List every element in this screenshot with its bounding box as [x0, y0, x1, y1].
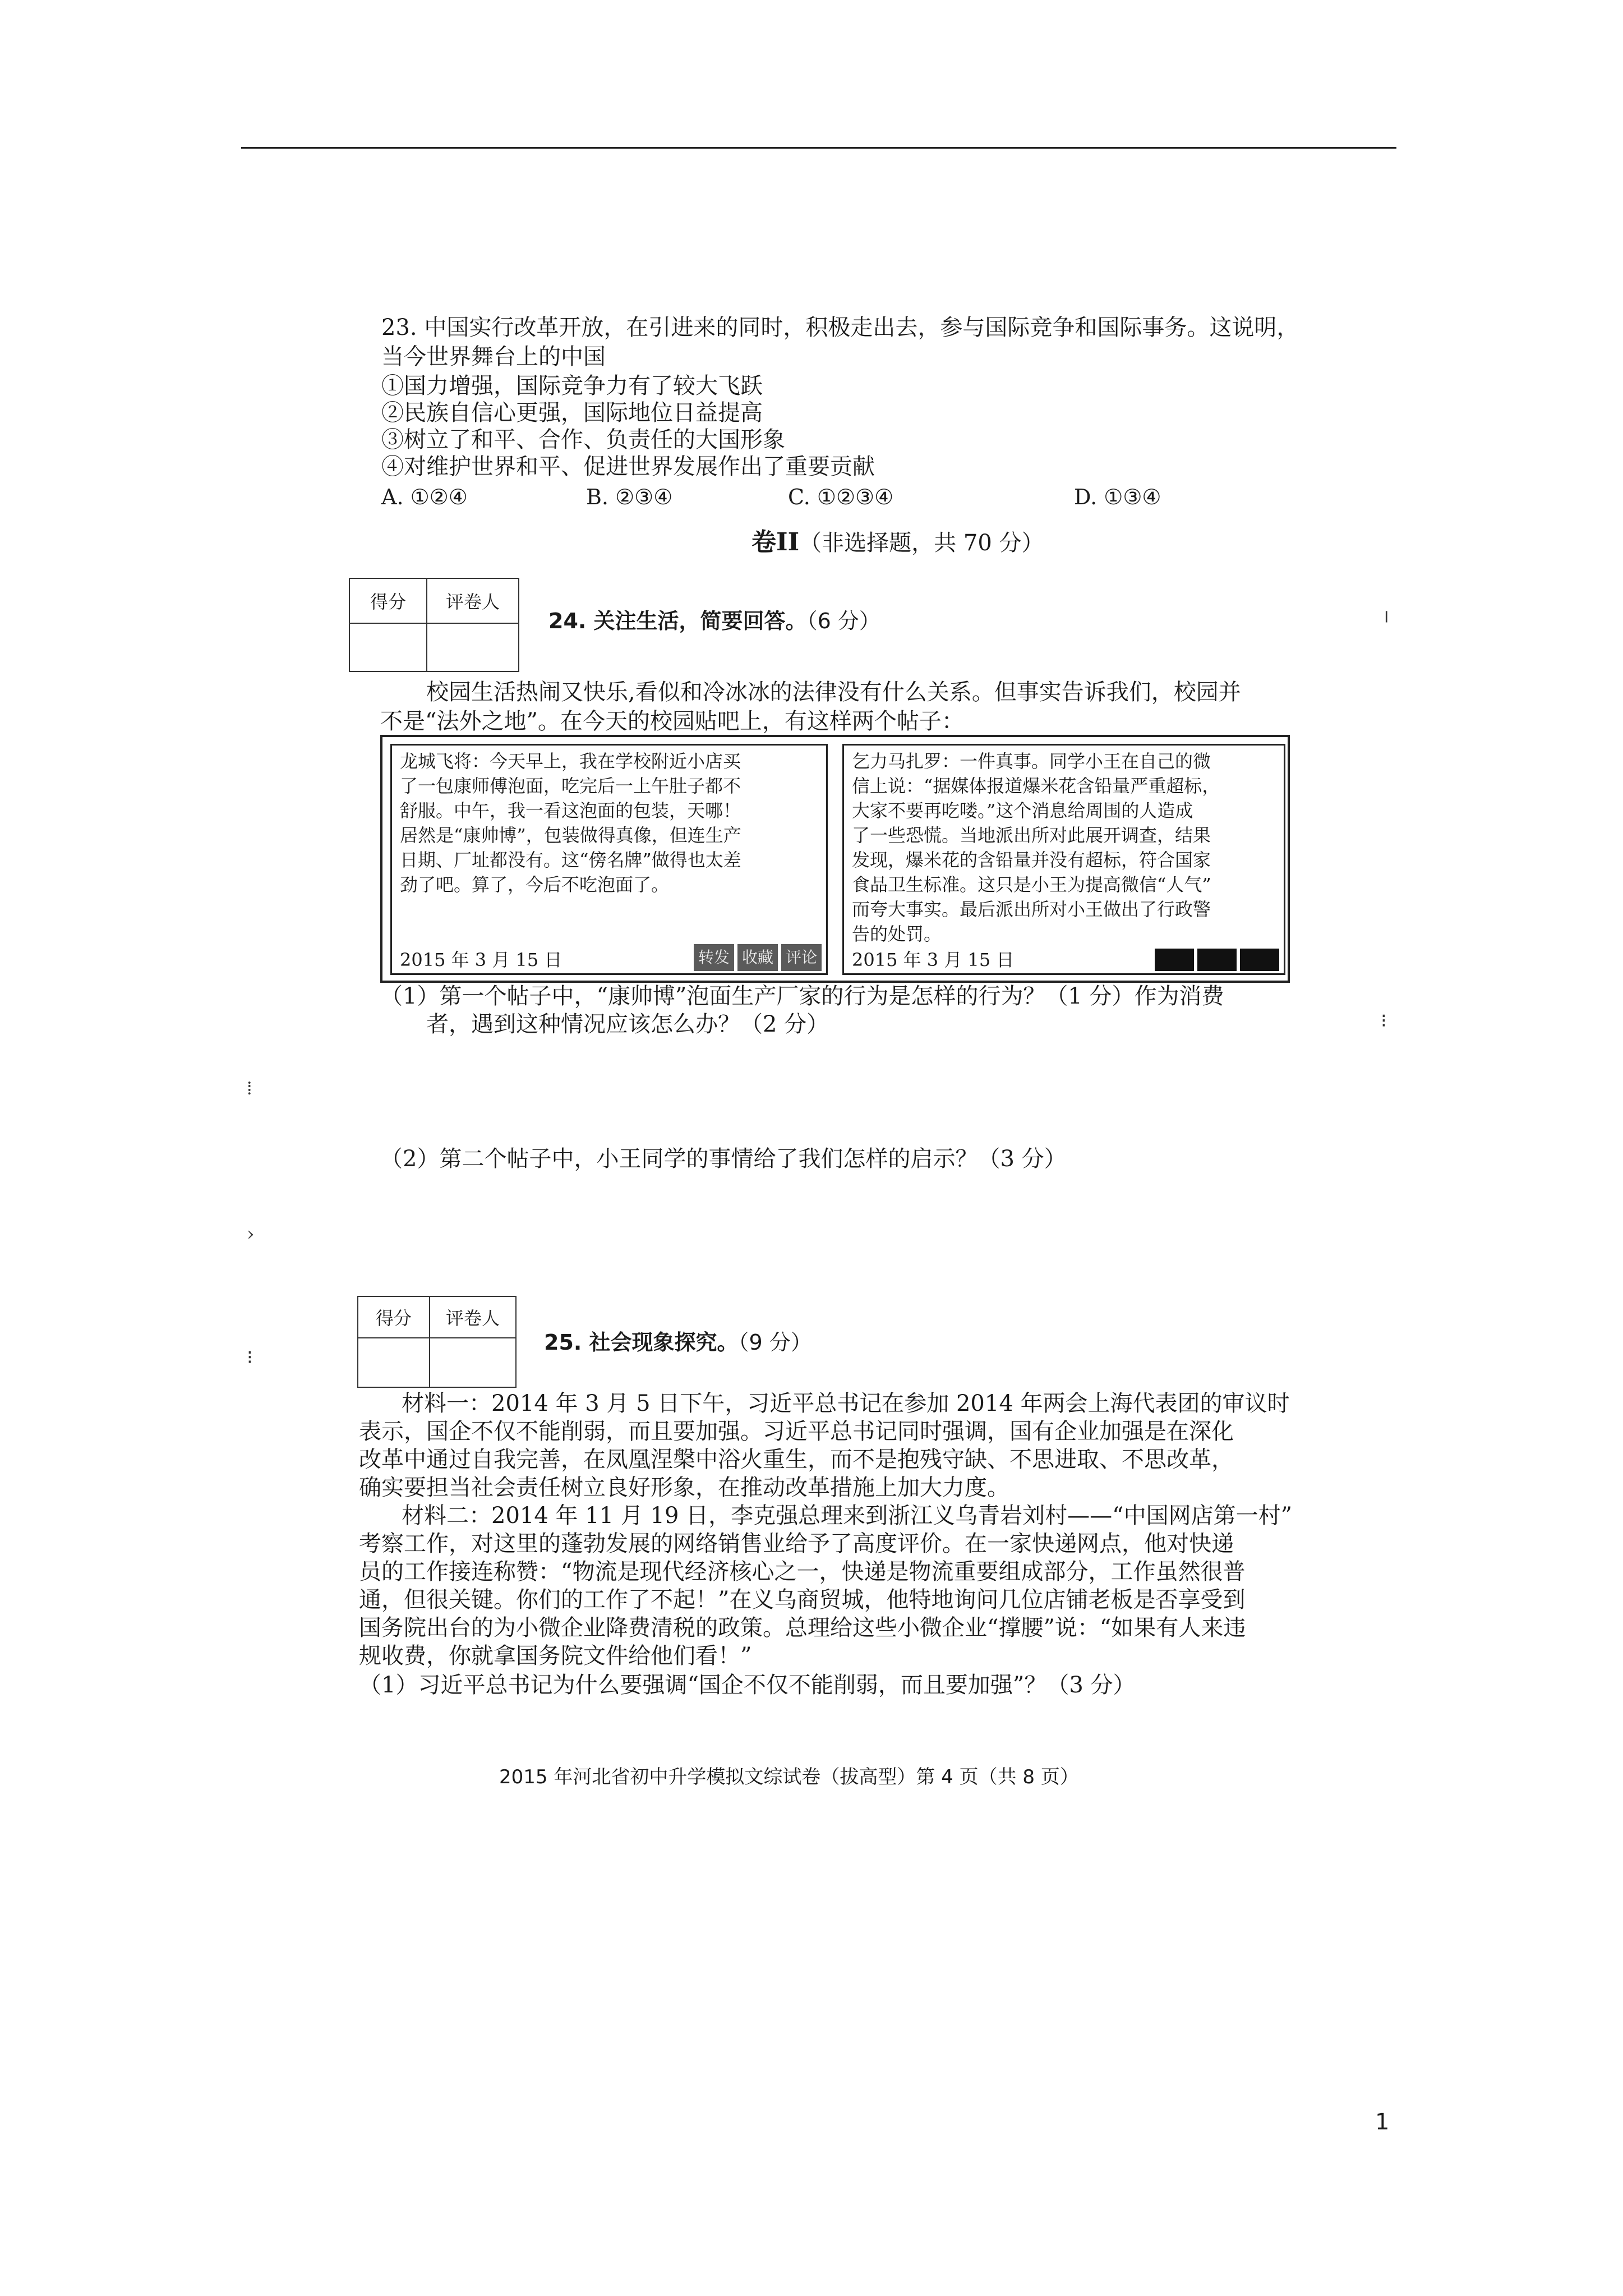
forum-post-2 [842, 744, 1285, 975]
q23-item-4: ④对维护世界和平、促进世界发展作出了重要贡献 [381, 454, 875, 480]
comment-button[interactable]: 评论 [781, 944, 822, 971]
section-title [751, 522, 1044, 558]
forum-posts-box [380, 735, 1290, 983]
q23-option-d: D. ①③④ [1074, 485, 1161, 509]
score-cell[interactable] [349, 623, 427, 671]
q23-option-c: C. ①②③④ [788, 485, 894, 509]
q24-title: 24. 关注生活，简要回答。 [548, 609, 807, 633]
q25-material-line: 改革中通过自我完善，在凤凰涅槃中浴火重生，而不是抱残守缺、不思进取、不思改革， [359, 1447, 1234, 1473]
q23-stem-line2: 当今世界舞台上的中国 [381, 344, 606, 370]
grader-label: 评卷人 [430, 1296, 516, 1338]
scan-mark: ╷ [1381, 600, 1393, 623]
post1-line: 劲了吧。算了，今后不吃泡面了。 [400, 874, 670, 895]
score-box-q25 [357, 1296, 517, 1388]
post2-line: 乞力马扎罗：一件真事。同学小王在自己的微 [852, 751, 1211, 772]
forward-button[interactable]: 转发 [694, 944, 734, 971]
score-cell[interactable] [358, 1338, 430, 1387]
page-footer: 2015 年河北省初中升学模拟文综试卷（拔高型）第 4 页（共 8 页） [499, 1766, 1079, 1788]
q25-material-line: 通，但很关键。你们的工作了不起！”在义乌商贸城，他特地询问几位店铺老板是否享受到 [359, 1587, 1246, 1613]
q25-material-line: 表示，国企不仅不能削弱，而且要加强。习近平总书记同时强调，国有企业加强是在深化 [359, 1419, 1234, 1444]
q25-material-line: 员的工作接连称赞：“物流是现代经济核心之一，快递是物流重要组成部分，工作虽然很普 [359, 1559, 1246, 1585]
post2-line: 发现，爆米花的含铅量并没有超标，符合国家 [852, 849, 1211, 871]
q25-heading [544, 1325, 812, 1356]
post1-date: 2015 年 3 月 15 日 [400, 949, 562, 970]
scan-mark: ⁞ [247, 1077, 252, 1099]
q24-points: （6 分） [806, 609, 880, 633]
section-title-main: 卷II [751, 528, 800, 556]
post2-line: 了一些恐慌。当地派出所对此展开调查，结果 [852, 825, 1211, 846]
score-label: 得分 [358, 1296, 430, 1338]
q23-option-b: B. ②③④ [586, 485, 673, 509]
post2-button-1[interactable] [1155, 949, 1194, 971]
q24-sub1-line2: 者，遇到这种情况应该怎么办？（2 分） [426, 1011, 829, 1037]
q24-sub1-line1: （1）第一个帖子中，“康帅博”泡面生产厂家的行为是怎样的行为？（1 分）作为消费 [380, 983, 1224, 1009]
q24-intro-line2: 不是“法外之地”。在今天的校园贴吧上，有这样两个帖子： [380, 708, 964, 734]
post1-line: 居然是“康帅博”，包装做得真像，但连生产 [400, 825, 741, 846]
q25-title: 25. 社会现象探究。 [544, 1330, 739, 1355]
q24-intro-line1: 校园生活热闹又快乐,看似和冷冰冰的法律没有什么关系。但事实告诉我们，校园并 [426, 679, 1241, 705]
page-number: 1 [1375, 2109, 1390, 2135]
q25-material-line: 考察工作，对这里的蓬勃发展的网络销售业给予了高度评价。在一家快递网点，他对快递 [359, 1531, 1234, 1557]
post1-line: 龙城飞将：今天早上，我在学校附近小店买 [400, 751, 741, 772]
q24-sub2: （2）第二个帖子中，小王同学的事情给了我们怎样的启示？（3 分） [380, 1146, 1067, 1172]
post1-line: 了一包康师傅泡面，吃完后一上午肚子都不 [400, 775, 741, 797]
score-box-q24 [349, 578, 519, 672]
q23-item-3: ③树立了和平、合作、负责任的大国形象 [381, 427, 785, 453]
q23-option-a: A. ①②④ [381, 485, 468, 509]
top-rule [241, 147, 1396, 149]
section-title-sub: （非选择题，共 70 分） [799, 530, 1044, 556]
scan-mark: ⁝ [1381, 1010, 1387, 1032]
forum-post-1 [390, 744, 828, 975]
q23-item-2: ②民族自信心更强，国际地位日益提高 [381, 400, 763, 426]
grader-cell[interactable] [430, 1338, 516, 1387]
post1-line: 日期、厂址都没有。这“傍名牌”做得也太差 [400, 849, 741, 871]
q23-item-1: ①国力增强，国际竞争力有了较大飞跃 [381, 373, 763, 399]
favorite-button[interactable]: 收藏 [737, 944, 778, 971]
post2-line: 告的处罚。 [852, 923, 942, 945]
q25-material-line: 确实要担当社会责任树立良好形象，在推动改革措施上加大力度。 [359, 1475, 1009, 1501]
post2-button-3[interactable] [1240, 949, 1279, 971]
q23-stem-line1: 23. 中国实行改革开放，在引进来的同时，积极走出去，参与国际竞争和国际事务。这说明， [381, 315, 1299, 341]
post2-line: 食品卫生标准。这只是小王为提高微信“人气” [852, 874, 1211, 895]
post2-date: 2015 年 3 月 15 日 [852, 949, 1015, 970]
post1-buttons [694, 944, 822, 971]
q25-material-line: 材料一：2014 年 3 月 5 日下午，习近平总书记在参加 2014 年两会上海代表团的审议时 [402, 1391, 1290, 1416]
score-label: 得分 [349, 578, 427, 623]
post1-line: 舒服。中午，我一看这泡面的包装，天哪！ [400, 800, 741, 821]
scan-mark: › [247, 1223, 255, 1245]
post2-line: 大家不要再吃喽。”这个消息给周围的人造成 [852, 800, 1193, 821]
post2-line: 信上说：“据媒体报道爆米花含铅量严重超标， [852, 775, 1220, 797]
grader-label: 评卷人 [427, 578, 519, 623]
post2-button-2[interactable] [1197, 949, 1237, 971]
post2-line: 而夸大事实。最后派出所对小王做出了行政警 [852, 899, 1211, 920]
q25-material-line: 国务院出台的为小微企业降费清税的政策。总理给这些小微企业“撑腰”说：“如果有人来违 [359, 1615, 1246, 1641]
q25-material-line: 规收费，你就拿国务院文件给他们看！” [359, 1643, 752, 1669]
q25-sub1: （1）习近平总书记为什么要强调“国企不仅不能削弱，而且要加强”？（3 分） [359, 1672, 1136, 1698]
q25-points: （9 分） [738, 1330, 812, 1355]
grader-cell[interactable] [427, 623, 519, 671]
post2-buttons [1155, 949, 1279, 971]
q25-material-line: 材料二：2014 年 11 月 19 日，李克强总理来到浙江义乌青岩刘村——“中国网店第一村” [402, 1503, 1293, 1529]
q24-heading [548, 604, 880, 634]
scan-mark: ⁝ [247, 1346, 253, 1369]
